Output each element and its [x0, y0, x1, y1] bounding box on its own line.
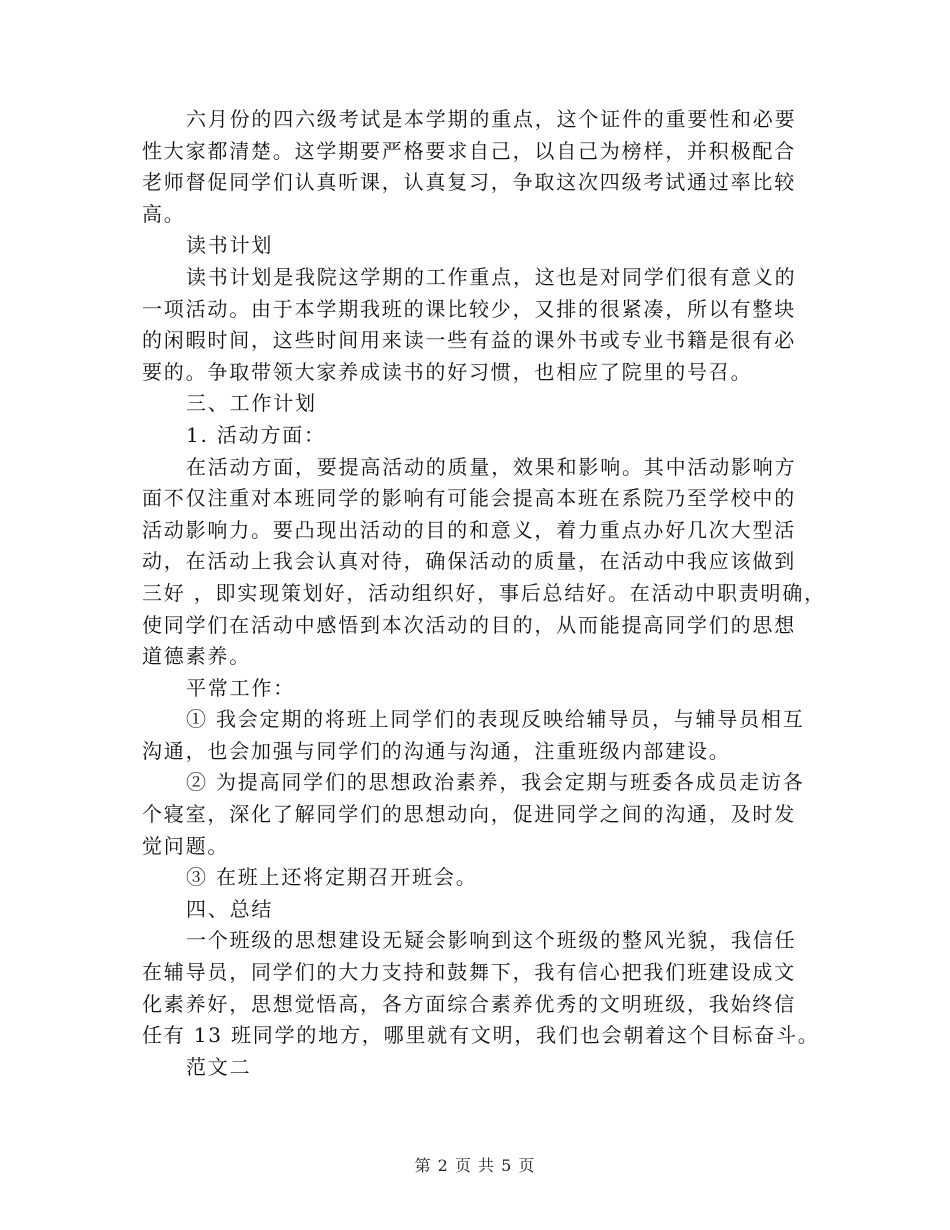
text-line: 平常工作：	[186, 675, 295, 700]
document-body	[142, 104, 826, 1083]
text-line: 在活动方面，要提高活动的质量，效果和影响。其中活动影响方	[186, 454, 797, 479]
text-line: 面不仅注重对本班同学的影响有可能会提高本班在系院乃至学校中的	[142, 486, 796, 511]
text-line: 任有 13 班同学的地方，哪里就有文明，我们也会朝着这个目标奋斗。	[142, 1023, 820, 1048]
text-line: 一项活动。由于本学期我班的课比较少，又排的很紧凑，所以有整块	[142, 296, 796, 321]
text-line: 觉问题。	[142, 833, 230, 858]
text-line: 道德素养。	[142, 644, 251, 669]
text-line: 的闲暇时间，这些时间用来读一些有益的课外书或专业书籍是很有必	[142, 328, 796, 353]
text-line: 读书计划是我院这学期的工作重点，这也是对同学们很有意义的	[186, 264, 797, 289]
text-line: 沟通，也会加强与同学们的沟通与沟通，注重班级内部建设。	[142, 738, 731, 763]
text-line: 六月份的四六级考试是本学期的重点，这个证件的重要性和必要	[186, 107, 797, 131]
text-line: 1. 活动方面：	[186, 422, 326, 447]
text-line: 范文二	[186, 1054, 252, 1079]
text-line: 化素养好，思想觉悟高，各方面综合素养优秀的文明班级，我始终信	[142, 991, 796, 1016]
text-line: 在辅导员，同学们的大力支持和鼓舞下，我有信心把我们班建设成文	[142, 960, 796, 985]
page-footer: 第 2 页 共 5 页	[414, 1156, 536, 1175]
text-line: ① 我会定期的将班上同学们的表现反映给辅导员，与辅导员相互	[186, 707, 805, 732]
text-line: 老师督促同学们认真听课，认真复习，争取这次四级考试通过率比较	[142, 170, 796, 195]
text-line: ③ 在班上还将定期召开班会。	[186, 865, 478, 890]
text-line: 动，在活动上我会认真对待，确保活动的质量，在活动中我应该做到	[142, 549, 796, 574]
text-line: ② 为提高同学们的思想政治素养，我会定期与班委各成员走访各	[186, 770, 805, 795]
text-line: 一个班级的思想建设无疑会影响到这个班级的整风光貌，我信任	[186, 928, 797, 953]
text-line: 性大家都清楚。这学期要严格要求自己，以自己为榜样，并积极配合	[142, 138, 796, 163]
text-line: 四、总结	[186, 896, 274, 921]
text-line: 使同学们在活动中感悟到本次活动的目的，从而能提高同学们的思想	[142, 612, 796, 637]
text-line: 读书计划	[186, 233, 274, 258]
text-line: 三、工作计划	[186, 391, 317, 416]
text-line: 要的。争取带领大家养成读书的好习惯，也相应了院里的号召。	[142, 359, 753, 384]
text-line: 活动影响力。要凸现出活动的目的和意义，着力重点办好几次大型活	[142, 517, 796, 542]
text-line: 三好 ，即实现策划好，活动组织好，事后总结好。在活动中职责明确，	[142, 580, 826, 605]
text-line: 个寝室，深化了解同学们的思想动向，促进同学之间的沟通，及时发	[142, 802, 796, 827]
text-line: 高。	[142, 201, 186, 226]
